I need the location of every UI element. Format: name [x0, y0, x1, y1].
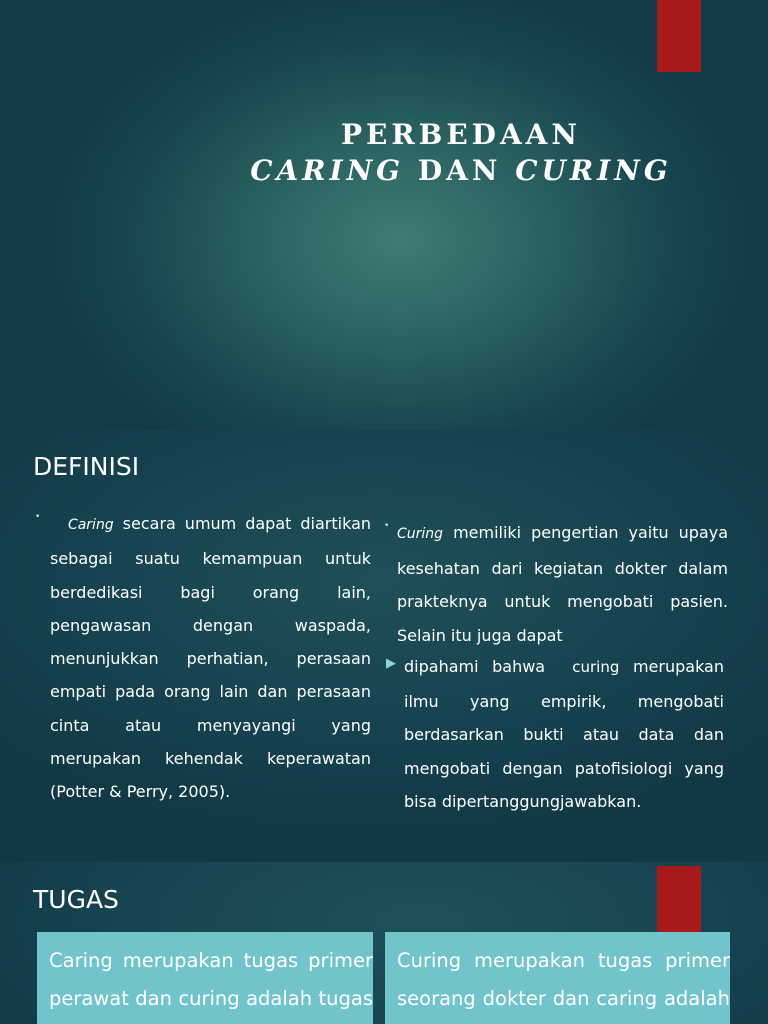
red-accent-tab — [657, 0, 701, 72]
caring-task-text: Caring merupakan tugas primer perawat dan curing adalah tugas — [49, 949, 373, 1010]
curing-inline-term: curing — [572, 658, 620, 676]
title-line-2 — [236, 154, 686, 187]
caring-term: Caring — [67, 517, 114, 533]
title-word-caring: CARING — [250, 154, 405, 187]
curing-definition-text: memiliki pengertian yaitu upaya kesehatan dari kegiatan dokter dalam prakteknya untuk mengobati pasien. Selain itu juga dapat — [397, 523, 728, 645]
title-slide — [0, 0, 768, 430]
title-word-dan: DAN — [417, 154, 502, 187]
tugas-heading: TUGAS — [33, 885, 119, 914]
bullet-dot-icon: • — [384, 521, 390, 531]
caring-definition — [50, 507, 371, 809]
title-word-curing: CURING — [515, 154, 672, 187]
bullet-dot-icon: • — [35, 512, 41, 522]
triangle-bullet-icon: ▶ — [386, 656, 396, 671]
caring-definition-text: secara umum dapat diartikan sebagai suatu kemampuan untuk berdedikasi bagi orang lain, pengawasan dengan waspada, menunjukkan perhatian, perasaan empati pada orang lain dan perasaan cinta atau menyayangi yang merupakan kehendak keperawatan (Potter & Perry, 2005). — [50, 514, 372, 802]
curing-term: Curing — [397, 526, 444, 542]
curing-bullet-text: dipahami bahwa curing merupakan ilmu yang empirik, mengobati berdasarkan bukti atau data dan mengobati dengan patofisiologi yang bisa dipertanggungjawabkan. — [404, 657, 724, 812]
red-accent-tab — [657, 866, 701, 936]
curing-task-box — [385, 932, 730, 1024]
title-line-1: PERBEDAAN — [341, 118, 581, 151]
definisi-heading: DEFINISI — [33, 452, 140, 481]
curing-definition — [397, 516, 728, 652]
caring-task-box — [37, 932, 373, 1024]
curing-task-text: Curing merupakan tugas primer seorang dokter dan caring adalah — [397, 949, 730, 1010]
